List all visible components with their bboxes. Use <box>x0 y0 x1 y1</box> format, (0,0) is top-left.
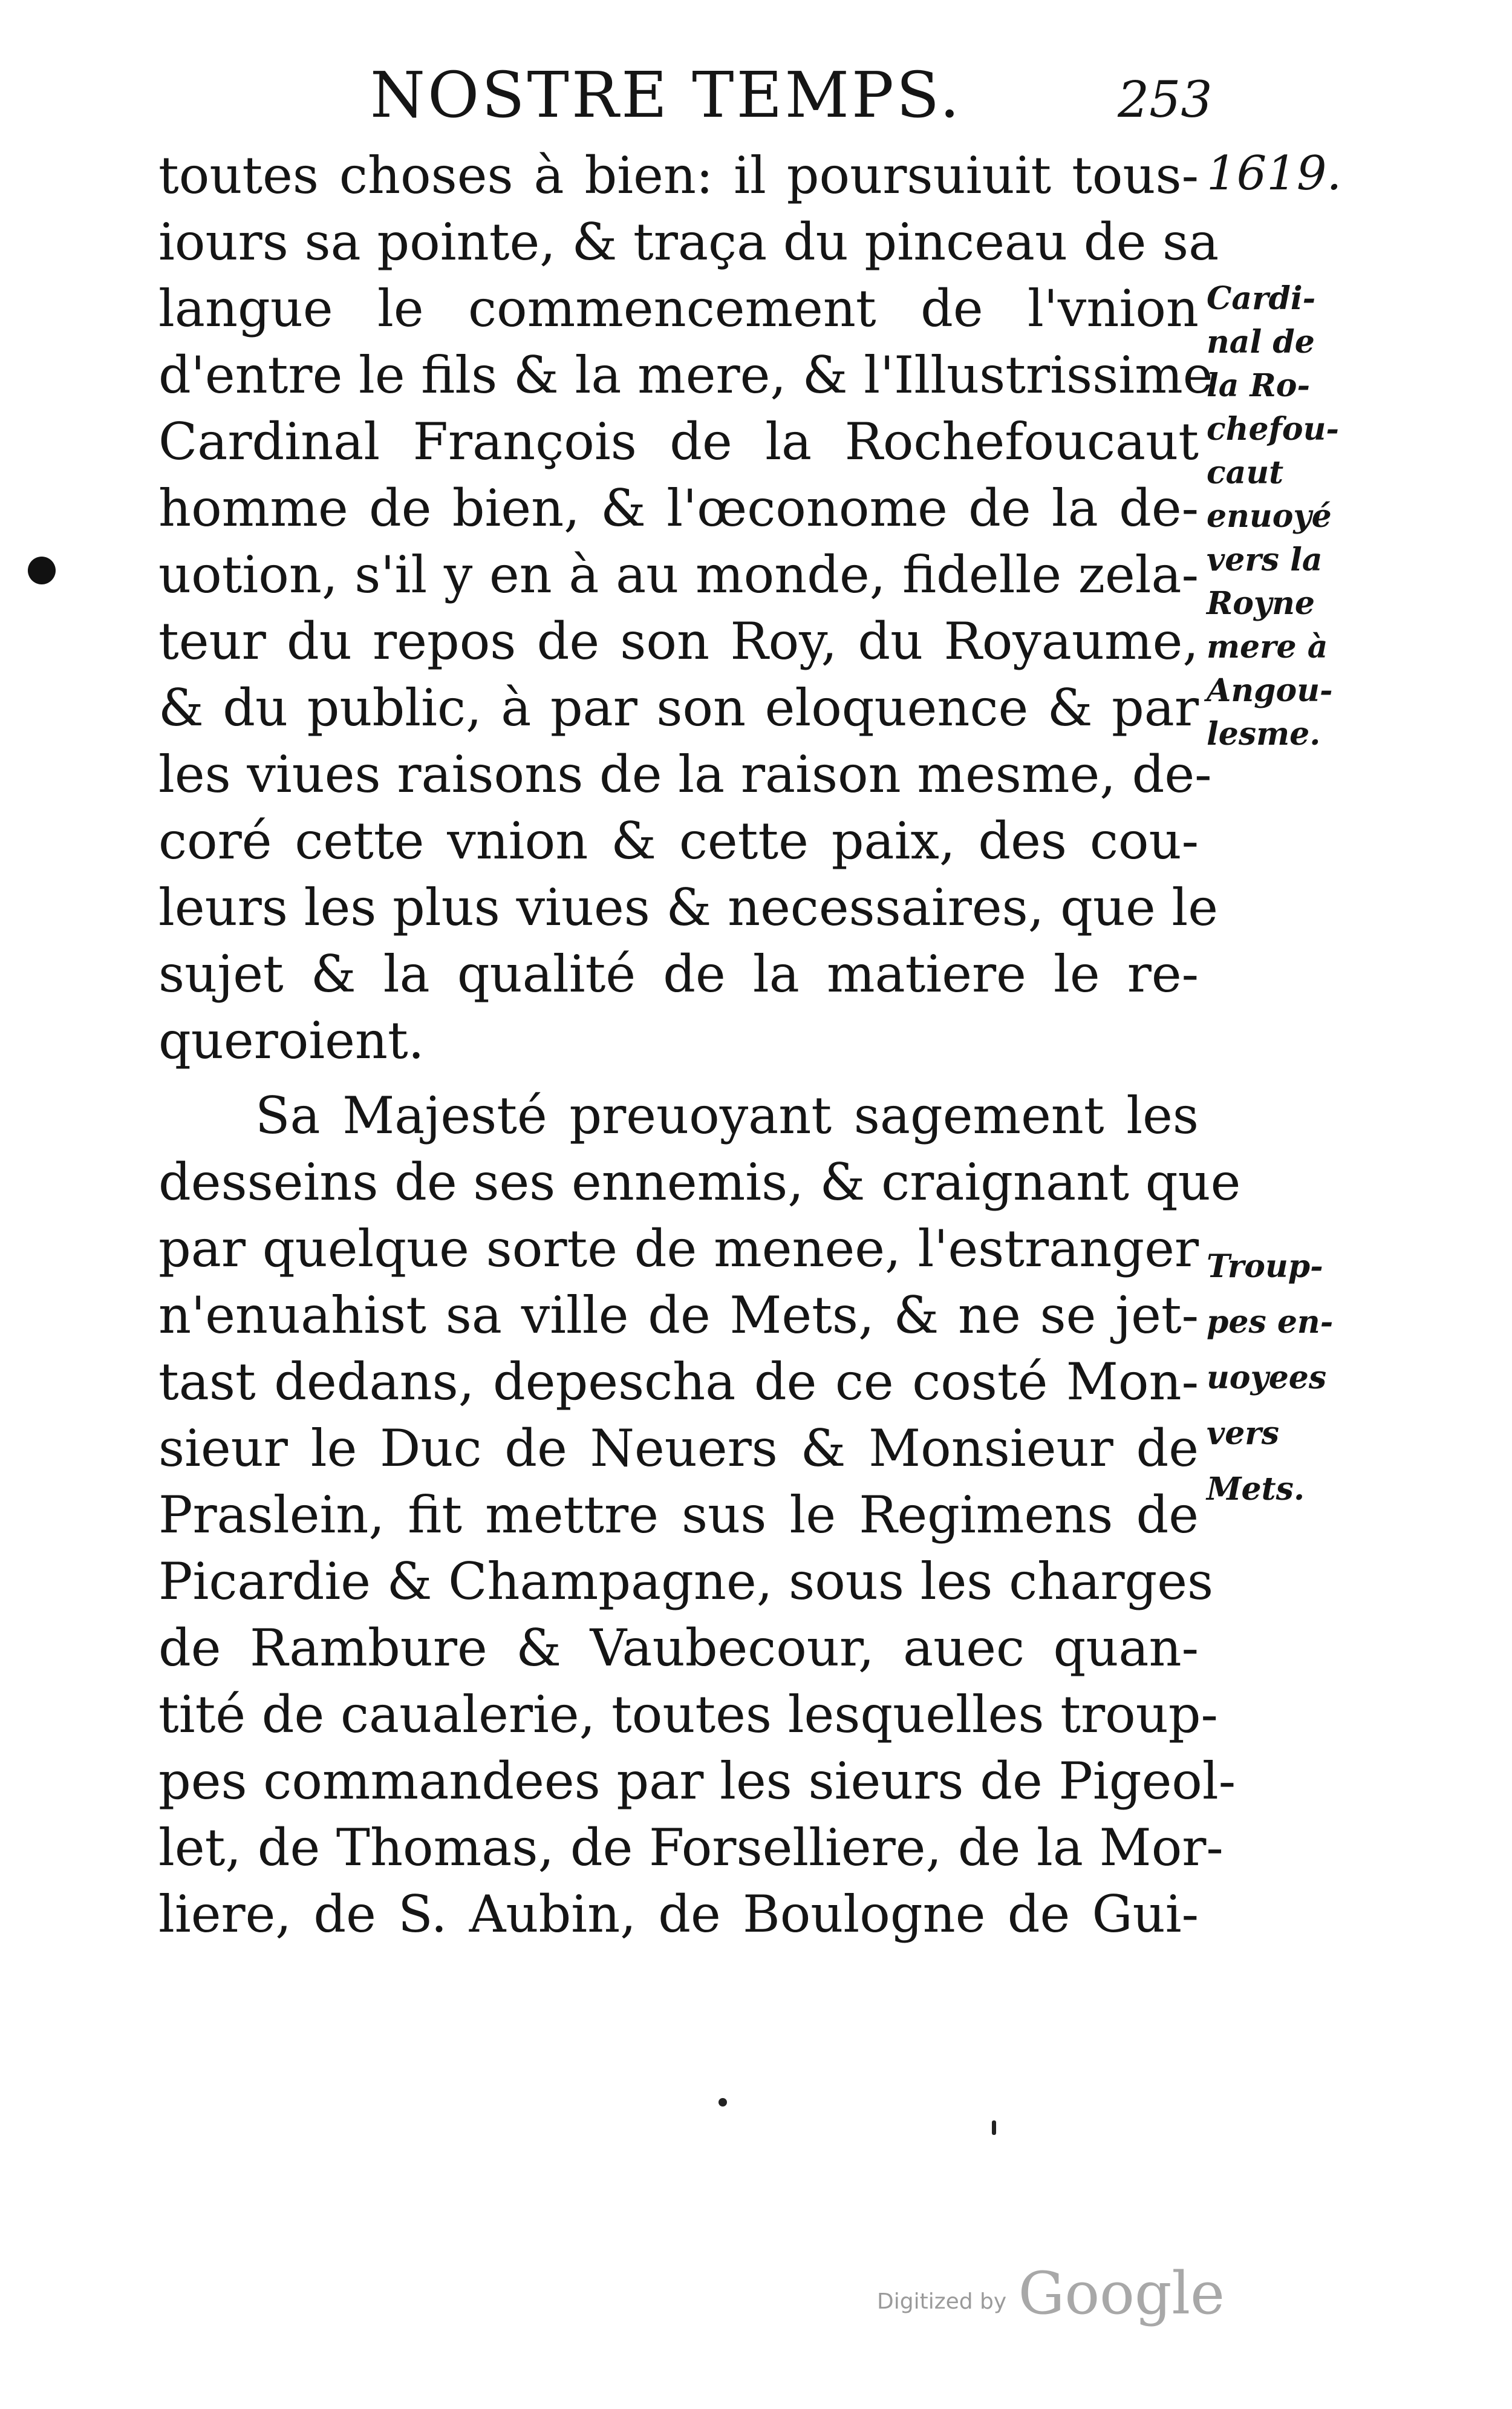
sidenote-line: uoyees <box>1207 1359 1327 1396</box>
text-line: liere, de S. Aubin, de Boulogne de Gui- <box>158 1884 1199 1944</box>
sidenote-cardinal <box>1207 277 1339 756</box>
sidenote-line: nal de <box>1207 324 1315 361</box>
text-line: par quelque sorte de menee, l'estranger <box>158 1219 1199 1278</box>
google-logo-text: Google <box>1018 2260 1225 2327</box>
text-line: Praslein, fit mettre sus le Regimens de <box>158 1485 1199 1544</box>
sidenote-line: lesme. <box>1207 716 1321 753</box>
sidenote-line: pes en- <box>1207 1304 1334 1341</box>
digitized-label: Digitized by <box>877 2289 1007 2314</box>
sidenote-line: Mets. <box>1207 1471 1305 1508</box>
text-line: n'enuahist sa ville de Mets, & ne se jet- <box>158 1286 1199 1345</box>
text-line: toutes choses à bien: il poursuiuit tous- <box>158 146 1199 205</box>
page-number: 253 <box>1118 71 1213 129</box>
text-line: tast dedans, depescha de ce costé Mon- <box>158 1352 1199 1411</box>
text-line: pes commandees par les sieurs de Pigeol- <box>158 1751 1236 1811</box>
sidenote-line: chefou- <box>1207 411 1339 448</box>
text-line: teur du repos de son Roy, du Royaume, <box>158 612 1199 671</box>
ink-speck <box>719 2098 727 2107</box>
sidenote-line: Royne <box>1207 585 1315 622</box>
sidenote-troupes <box>1207 1239 1333 1517</box>
sidenote-line: Angou- <box>1207 672 1333 709</box>
sidenote-line: vers <box>1207 1415 1279 1452</box>
text-line: Cardinal François de la Rochefoucaut <box>158 412 1199 471</box>
running-title: NOSTRE TEMPS. <box>370 58 962 132</box>
text-line: les viues raisons de la raison mesme, de- <box>158 745 1212 804</box>
digitized-watermark <box>877 2260 1225 2327</box>
text-line: tité de caualerie, toutes lesquelles troup- <box>158 1685 1218 1744</box>
text-line: iours sa pointe, & traça du pinceau de sa <box>158 212 1219 272</box>
text-line: queroient. <box>158 1011 425 1070</box>
sidenote-line: vers la <box>1207 541 1323 578</box>
ink-speck <box>992 2120 996 2135</box>
sidenote-line: caut <box>1207 454 1284 491</box>
text-line: desseins de ses ennemis, & craignant que <box>158 1152 1241 1212</box>
text-line: Sa Majesté preuoyant sagement les <box>255 1086 1199 1145</box>
text-line: de Rambure & Vaubecour, auec quan- <box>158 1618 1199 1678</box>
text-line: & du public, à par son eloquence & par <box>158 678 1199 737</box>
text-line: uotion, s'il y en à au monde, fidelle zela- <box>158 545 1199 604</box>
text-line: leurs les plus viues & necessaires, que le <box>158 878 1218 937</box>
sidenote-line: Cardi- <box>1207 280 1316 317</box>
year-margin-note: 1619. <box>1207 146 1342 201</box>
text-line: let, de Thomas, de Forselliere, de la Mor- <box>158 1818 1224 1877</box>
sidenote-line: enuoyé <box>1207 498 1332 535</box>
sidenote-line: Troup- <box>1207 1248 1323 1285</box>
text-line: homme de bien, & l'œconome de la de- <box>158 479 1199 538</box>
text-line: Picardie & Champagne, sous les charges <box>158 1552 1214 1611</box>
text-line: d'entre le fils & la mere, & l'Illustrissime <box>158 345 1213 405</box>
sidenote-line: la Ro- <box>1207 367 1311 404</box>
sidenote-line: mere à <box>1207 629 1328 665</box>
main-text <box>158 142 1241 1947</box>
text-line: langue le commencement de l'vnion <box>158 279 1199 338</box>
ink-blot <box>28 557 56 584</box>
text-line: sujet & la qualité de la matiere le re- <box>158 944 1199 1004</box>
text-line: sieur le Duc de Neuers & Monsieur de <box>158 1419 1199 1478</box>
text-line: coré cette vnion & cette paix, des cou- <box>158 811 1199 871</box>
